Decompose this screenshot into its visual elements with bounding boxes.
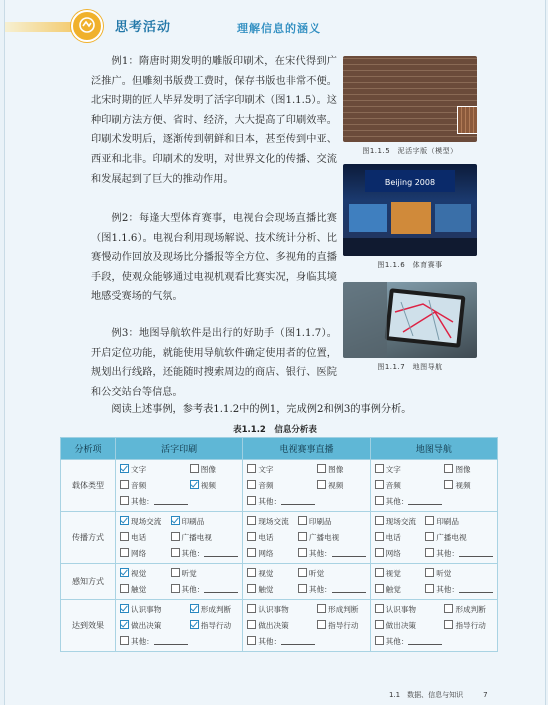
option-label: 网络 [131,549,147,558]
checkbox-option[interactable] [298,515,366,528]
checkbox-option[interactable] [171,583,239,596]
type-block-inset [457,106,477,134]
option-label: 其他： [258,637,282,646]
checkbox-option[interactable] [171,515,239,528]
option-label: 指导行动 [455,621,486,630]
checkbox-option[interactable] [190,479,239,492]
checkbox[interactable] [375,496,384,505]
paragraph-1: 例1：隋唐时期发明的雕版印刷术，在宋代得到广泛推广。但雕刻书版费工费时，保存书版也非常不便。北宋时期的匠人毕昇发明了活字印刷术（图1.1.5）。这种印刷方法方便、省时、经济，大大提高了印刷效率。印刷术发明后，逐渐传到朝鲜和日本，甚至传到中亚、西亚和北非。印刷术的发明，对世界文化的传播、交流和发展起到了巨大的推动作用。 [91,56,337,185]
checkbox[interactable] [190,480,199,489]
checkbox[interactable] [375,568,384,577]
checkbox[interactable] [247,548,256,557]
checkbox[interactable] [425,548,434,557]
checkbox[interactable] [120,516,129,525]
fill-blank[interactable] [408,636,442,645]
row-label: 传播方式 [61,512,116,564]
checkbox[interactable] [425,516,434,525]
option-label: 文字 [258,465,274,474]
header-subtitle: 理解信息的涵义 [237,22,321,35]
figure-caption: 图1.1.6 体育赛事 [377,261,443,269]
option-label: 其他： [181,549,205,558]
option-label: 其他： [385,497,409,506]
screen-logo-text: Beijing 2008 [384,178,436,187]
checkbox-option[interactable] [375,547,424,560]
checkbox-option[interactable] [171,547,239,560]
thinking-activity-icon [71,10,103,42]
option-cell [243,600,370,652]
checkbox[interactable] [375,548,384,557]
checkbox-option[interactable] [317,479,366,492]
checkbox-option[interactable] [120,463,188,476]
col-header: 电视赛事直播 [243,438,370,460]
fill-blank[interactable] [332,584,366,593]
header-title: 思考活动 [115,20,172,35]
option-label: 现场交流 [131,517,162,526]
option-label: 指导行动 [200,621,232,630]
option-label: 电话 [385,533,401,542]
option-label: 其他： [385,637,409,646]
option-label: 视频 [200,481,216,490]
option-cell [370,600,497,652]
checkbox-option[interactable] [375,603,443,616]
checkbox[interactable] [247,480,256,489]
checkbox-option[interactable] [120,635,188,648]
option-label: 认识事物 [258,605,289,614]
option-label: 触觉 [131,585,147,594]
option-label: 其他： [131,497,154,506]
option-label: 现场交流 [385,517,417,526]
row-label: 感知方式 [61,564,116,600]
checkbox[interactable] [120,604,129,613]
checkbox[interactable] [247,604,256,613]
col-header: 地图导航 [370,438,497,460]
checkbox-option[interactable] [317,463,366,476]
option-label: 网络 [258,549,274,558]
checkbox-option[interactable] [375,531,424,544]
page-number: 7 [483,691,488,699]
option-cell [116,512,243,564]
fill-blank[interactable] [408,496,442,505]
figure-map-navigation [343,282,477,372]
checkbox[interactable] [444,480,453,489]
checkbox-option[interactable] [120,567,169,580]
option-label: 音频 [258,481,274,490]
option-label: 认识事物 [385,605,417,614]
checkbox-option[interactable] [375,567,424,580]
example-3-text [91,324,337,402]
option-label: 其他： [308,585,332,594]
page-footer [389,690,488,700]
checkbox-option[interactable] [425,567,493,580]
checkbox[interactable] [120,464,129,473]
checkbox-option[interactable] [171,567,239,580]
option-label: 听觉 [181,569,197,578]
table-row [61,564,498,600]
example-1-text [91,52,337,189]
checkbox-option[interactable] [425,583,493,596]
option-cell [370,512,497,564]
checkbox[interactable] [171,548,180,557]
checkbox-option[interactable] [375,479,443,492]
example-2-text [91,209,337,307]
table-row [61,600,498,652]
fill-blank[interactable] [459,548,493,557]
checkbox[interactable] [425,568,434,577]
checkbox-option[interactable] [171,531,239,544]
checkbox-option[interactable] [444,479,493,492]
option-label: 文字 [385,465,401,474]
checkbox[interactable] [375,620,384,629]
option-label: 广播电视 [308,533,340,542]
option-label: 印刷品 [308,517,332,526]
footer-section: 1.1 数据、信息与知识 [389,691,464,699]
checkbox-option[interactable] [425,515,493,528]
checkbox[interactable] [247,636,256,645]
option-label: 文字 [131,465,147,474]
paragraph-2: 例2：每逢大型体育赛事，电视台会现场直播比赛（图1.1.6）。电视台利用现场解说、技术统计分析、比赛慢动作回放及现场比分播报等全方位、多视角的直播手段，使观众能够通过电视机观看比赛实况，身临其境地感受赛场的气氛。 [91,213,337,303]
option-label: 触觉 [385,585,401,594]
checkbox[interactable] [375,604,384,613]
option-label: 做出决策 [258,621,289,630]
option-label: 其他： [436,549,459,558]
checkbox-option[interactable] [375,619,443,632]
table-row [61,460,498,512]
checkbox[interactable] [247,496,256,505]
checkbox-option[interactable] [247,495,315,508]
option-cell [116,600,243,652]
checkbox-option[interactable] [247,463,315,476]
checkbox-option[interactable] [247,515,296,528]
checkbox[interactable] [298,584,307,593]
option-label: 电话 [131,533,147,542]
checkbox[interactable] [425,532,434,541]
option-label: 图像 [328,465,344,474]
option-cell [370,460,497,512]
fill-blank[interactable] [154,636,188,645]
checkbox[interactable] [298,516,307,525]
checkbox-option[interactable] [317,619,366,632]
checkbox[interactable] [317,480,326,489]
table-row [61,512,498,564]
option-label: 其他： [308,549,332,558]
checkbox-option[interactable] [247,567,296,580]
checkbox[interactable] [317,604,326,613]
checkbox-option[interactable] [120,547,169,560]
option-label: 做出决策 [385,621,417,630]
checkbox-option[interactable] [247,531,296,544]
fill-blank[interactable] [204,584,238,593]
option-label: 其他： [131,637,154,646]
instruction-text: 阅读上述事例，参考表1.1.2中的例1，完成例2和例3的事例分析。 [111,404,412,415]
checkbox[interactable] [120,548,129,557]
option-label: 音频 [385,481,401,490]
option-label: 图像 [200,465,216,474]
option-label: 听觉 [436,569,452,578]
checkbox[interactable] [317,620,326,629]
table-header-row [61,438,498,460]
checkbox-option[interactable] [375,495,443,508]
checkbox-option[interactable] [375,515,424,528]
activity-header [5,10,545,44]
option-label: 音频 [131,481,147,490]
checkbox-option[interactable] [298,547,366,560]
option-label: 印刷品 [436,517,459,526]
option-label: 视觉 [131,569,147,578]
fill-blank[interactable] [281,636,315,645]
checkbox[interactable] [120,584,129,593]
checkbox[interactable] [120,568,129,577]
figure-caption: 图1.1.5 泥活字版（模型） [362,147,458,155]
option-cell [243,460,370,512]
option-label: 广播电视 [181,533,212,542]
info-analysis-table [60,437,498,652]
option-label: 做出决策 [131,621,162,630]
fill-blank[interactable] [281,496,315,505]
option-label: 听觉 [308,569,325,578]
checkbox[interactable] [375,636,384,645]
checkbox[interactable] [190,620,199,629]
checkbox-option[interactable] [425,547,493,560]
checkbox[interactable] [247,620,256,629]
checkbox-option[interactable] [247,635,315,648]
option-label: 其他： [258,497,282,506]
checkbox-option[interactable] [298,583,366,596]
textbook-page [4,0,546,705]
option-label: 印刷品 [181,517,205,526]
option-label: 视频 [328,481,344,490]
checkbox[interactable] [375,480,384,489]
option-cell [116,460,243,512]
checkbox[interactable] [298,568,307,577]
row-label: 达到效果 [61,600,116,652]
checkbox-option[interactable] [120,619,188,632]
option-label: 认识事物 [131,605,162,614]
option-label: 图像 [455,465,471,474]
checkbox[interactable] [317,464,326,473]
checkbox[interactable] [247,464,256,473]
fill-blank[interactable] [154,496,188,505]
table-title: 表1.1.2 信息分析表 [233,425,317,435]
option-cell [370,564,497,600]
option-label: 电话 [258,533,274,542]
stadium-screen-image [343,164,477,256]
checkbox-option[interactable] [120,515,169,528]
checkbox-option[interactable] [317,603,366,616]
checkbox[interactable] [120,496,129,505]
checkbox[interactable] [375,584,384,593]
tablet-map-image [343,282,477,358]
checkbox[interactable] [120,532,129,541]
figure-sports-event [343,164,477,270]
checkbox-option[interactable] [190,603,239,616]
checkbox-option[interactable] [425,531,493,544]
checkbox-option[interactable] [120,495,188,508]
checkbox-option[interactable] [298,531,366,544]
checkbox[interactable] [171,568,180,577]
checkbox-option[interactable] [247,547,296,560]
row-label: 载体类型 [61,460,116,512]
option-label: 视觉 [385,569,401,578]
checkbox-option[interactable] [120,531,169,544]
checkbox[interactable] [190,464,199,473]
checkbox-option[interactable] [444,619,493,632]
option-cell [243,512,370,564]
option-label: 形成判断 [200,605,232,614]
checkbox-option[interactable] [247,619,315,632]
checkbox[interactable] [444,604,453,613]
option-label: 其他： [436,585,459,594]
fill-blank[interactable] [459,584,493,593]
checkbox[interactable] [247,516,256,525]
checkbox-option[interactable] [247,479,315,492]
checkbox-option[interactable] [444,463,493,476]
col-header: 分析项 [61,438,116,460]
figure-movable-type [343,56,477,156]
checkbox[interactable] [375,464,384,473]
fill-blank[interactable] [204,548,238,557]
checkbox[interactable] [171,532,180,541]
checkbox[interactable] [247,532,256,541]
checkbox-option[interactable] [375,463,443,476]
checkbox-option[interactable] [120,583,169,596]
option-label: 现场交流 [258,517,289,526]
option-label: 指导行动 [328,621,359,630]
checkbox[interactable] [375,516,384,525]
movable-type-image [343,56,477,142]
checkbox[interactable] [444,620,453,629]
checkbox-option[interactable] [247,583,296,596]
option-label: 形成判断 [455,605,486,614]
checkbox[interactable] [171,584,180,593]
checkbox[interactable] [171,516,180,525]
checkbox-option[interactable] [375,583,424,596]
option-label: 其他： [181,585,205,594]
checkbox[interactable] [247,568,256,577]
checkbox[interactable] [298,532,307,541]
paragraph-3: 例3：地图导航软件是出行的好助手（图1.1.7）。开启定位功能，就能使用导航软件确定使用者的位置，规划出行线路，还能随时搜索周边的商店、银行、医院和公交站台等信息。 [91,328,337,398]
checkbox[interactable] [425,584,434,593]
option-cell [243,564,370,600]
checkbox[interactable] [375,532,384,541]
checkbox[interactable] [298,548,307,557]
checkbox-option[interactable] [120,479,188,492]
option-cell [116,564,243,600]
checkbox-option[interactable] [444,603,493,616]
option-label: 视频 [455,481,471,490]
checkbox-option[interactable] [375,635,443,648]
col-header: 活字印刷 [116,438,243,460]
checkbox-option[interactable] [190,619,239,632]
checkbox[interactable] [120,480,129,489]
checkbox[interactable] [120,620,129,629]
checkbox[interactable] [247,584,256,593]
checkbox[interactable] [120,636,129,645]
option-label: 视觉 [258,569,274,578]
checkbox[interactable] [190,604,199,613]
option-label: 网络 [385,549,401,558]
option-label: 形成判断 [328,605,359,614]
checkbox[interactable] [444,464,453,473]
option-label: 触觉 [258,585,274,594]
fill-blank[interactable] [332,548,366,557]
checkbox-option[interactable] [247,603,315,616]
figure-caption: 图1.1.7 地图导航 [377,363,443,371]
checkbox-option[interactable] [190,463,239,476]
checkbox-option[interactable] [298,567,366,580]
checkbox-option[interactable] [120,603,188,616]
option-label: 广播电视 [436,533,467,542]
